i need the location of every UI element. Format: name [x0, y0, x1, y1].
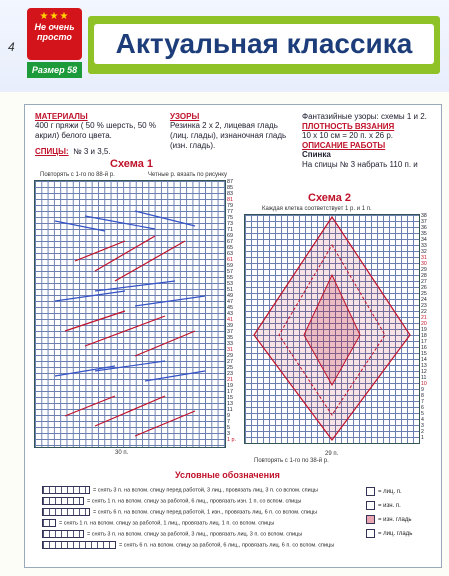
row-number: 3	[227, 431, 230, 437]
scheme2-repeat-note: Повторять с 1-го по 38-й р.	[254, 458, 329, 464]
materials-column	[35, 112, 163, 159]
scheme2-cell-note: Каждая клетка соответствует 1 р. и 1 п.	[262, 206, 372, 212]
row-number: 79	[227, 203, 233, 209]
materials-heading: МАТЕРИАЛЫ	[35, 112, 88, 121]
row-number: 26	[421, 285, 427, 291]
legend-purl: = изн. п.	[366, 501, 401, 510]
cable-symbol-icon	[42, 530, 84, 538]
row-number: 34	[421, 237, 427, 243]
row-number: 27	[421, 279, 427, 285]
scheme2-stitch-count: 29 п.	[325, 451, 339, 457]
row-number: 1	[421, 435, 424, 441]
row-number: 19	[421, 327, 427, 333]
row-number: 65	[227, 245, 233, 251]
row-number: 55	[227, 275, 233, 281]
row-number: 25	[227, 365, 233, 371]
row-number: 13	[227, 401, 233, 407]
row-number: 23	[421, 303, 427, 309]
cable-symbol-icon	[42, 541, 116, 549]
row-number: 59	[227, 263, 233, 269]
row-number: 31	[421, 255, 427, 261]
back-heading: Спинка	[302, 150, 331, 159]
cable-symbol-icon	[42, 497, 84, 505]
row-number: 22	[421, 309, 427, 315]
row-number: 8	[421, 393, 424, 399]
row-number: 39	[227, 323, 233, 329]
legend-stockinette: = лиц. гладь	[366, 529, 412, 538]
row-number: 49	[227, 293, 233, 299]
cable-symbol-icon	[42, 508, 90, 516]
row-number: 3	[421, 423, 424, 429]
row-number: 19	[227, 383, 233, 389]
scheme1-cables	[35, 181, 225, 447]
row-number: 33	[227, 341, 233, 347]
row-number: 11	[227, 407, 233, 413]
row-number: 71	[227, 227, 233, 233]
row-number: 69	[227, 233, 233, 239]
legend-item: = снять 6 п. на вспом. спицу перед работой, 1 изн., провязать лиц. 6 п. со вспом. спицы	[42, 508, 317, 516]
legend-item: = снять 1 п. на вспом. спицу за работой, 1 лиц., провязать лиц. 1 п. со вспом. спицы	[42, 519, 274, 527]
legend-item: = снять 3 п. на вспом. спицу за работой, 3 лиц., провязать лиц. 3 п. со вспом. спицы	[42, 530, 302, 538]
row-number: 21	[421, 315, 427, 321]
page-number: 4	[8, 40, 15, 54]
legend-item: = снять 1 п. на вспом. спицу за работой, 6 лиц., провязать изн. 1 п. со вспом. спицы	[42, 497, 301, 505]
cross-symbol-icon	[366, 515, 375, 524]
row-number: 33	[421, 243, 427, 249]
patterns-text: Резинка 2 х 2, лицевая гладь (лиц. глады), изнаночная гладь (изн. гладь).	[170, 121, 287, 150]
legend-item: = снять 6 п. на вспом. спицу за работой, 6 лиц., провязать лиц. 6 п. со вспом. спицы	[42, 541, 334, 549]
row-number: 6	[421, 405, 424, 411]
row-number: 57	[227, 269, 233, 275]
scheme2-title: Схема 2	[308, 192, 352, 204]
scheme1-stitch-count: 30 п.	[115, 450, 129, 456]
page-title: Актуальная классика	[94, 24, 434, 64]
scheme1-repeat-note: Повторять с 1-го по 88-й р.	[40, 172, 115, 178]
row-number: 61	[227, 257, 233, 263]
row-number: 11	[421, 375, 427, 381]
row-number: 17	[227, 389, 233, 395]
row-number: 87	[227, 179, 233, 185]
scheme1-even-note: Четные р. вязать по рисунку	[148, 172, 227, 178]
row-number: 81	[227, 197, 233, 203]
row-number: 13	[421, 363, 427, 369]
row-number: 83	[227, 191, 233, 197]
row-number: 23	[227, 371, 233, 377]
row-number: 14	[421, 357, 427, 363]
needles-text: № 3 и 3,5.	[73, 147, 111, 156]
row-number: 35	[421, 231, 427, 237]
scheme1-title: Схема 1	[110, 158, 154, 170]
patterns-heading: УЗОРЫ	[170, 112, 200, 121]
row-number: 43	[227, 311, 233, 317]
scheme2-row-numbers	[421, 214, 427, 442]
row-number: 7	[421, 399, 424, 405]
row-number: 28	[421, 273, 427, 279]
legend-reverse-stockinette: = изн. гладь	[366, 515, 411, 524]
materials-text: 400 г пряжи ( 50 % шерсть, 50 % акрил) белого цвета.	[35, 121, 156, 140]
row-number: 30	[421, 261, 427, 267]
row-number: 5	[421, 411, 424, 417]
row-number: 51	[227, 287, 233, 293]
scheme2-diamond-motif	[245, 215, 419, 443]
row-number: 1 р.	[227, 437, 236, 443]
row-number: 12	[421, 369, 427, 375]
row-number: 37	[227, 329, 233, 335]
row-number: 53	[227, 281, 233, 287]
description-column	[302, 112, 432, 170]
row-number: 16	[421, 345, 427, 351]
row-number: 36	[421, 225, 427, 231]
purl-symbol-icon	[366, 501, 375, 510]
legend-title: Условные обозначения	[175, 470, 280, 480]
row-number: 73	[227, 221, 233, 227]
row-number: 24	[421, 297, 427, 303]
row-number: 31	[227, 347, 233, 353]
row-number: 37	[421, 219, 427, 225]
row-number: 17	[421, 339, 427, 345]
row-number: 63	[227, 251, 233, 257]
row-number: 21	[227, 377, 233, 383]
size-label: Размер 58	[27, 62, 82, 78]
scheme1-grid	[34, 180, 226, 448]
row-number: 29	[421, 267, 427, 273]
fancy-patterns-text: Фантазийные узоры: схемы 1 и 2.	[302, 112, 427, 121]
difficulty-badge	[27, 8, 82, 60]
row-number: 15	[227, 395, 233, 401]
knit-symbol-icon	[366, 487, 375, 496]
row-number: 45	[227, 305, 233, 311]
scheme2-grid	[244, 214, 420, 444]
empty-cell-icon	[366, 529, 375, 538]
row-number: 85	[227, 185, 233, 191]
row-number: 15	[421, 351, 427, 357]
row-number: 10	[421, 381, 427, 387]
back-text: На спицы № 3 набрать 110 п. и	[302, 160, 418, 169]
row-number: 38	[421, 213, 427, 219]
row-number: 25	[421, 291, 427, 297]
row-number: 2	[421, 429, 424, 435]
scheme1-row-numbers	[227, 180, 236, 444]
needles-heading: СПИЦЫ:	[35, 147, 69, 156]
row-number: 9	[227, 413, 230, 419]
row-number: 4	[421, 417, 424, 423]
row-number: 18	[421, 333, 427, 339]
row-number: 20	[421, 321, 427, 327]
density-heading: ПЛОТНОСТЬ ВЯЗАНИЯ	[302, 122, 395, 131]
description-heading: ОПИСАНИЕ РАБОТЫ	[302, 141, 386, 150]
patterns-column	[170, 112, 298, 151]
row-number: 47	[227, 299, 233, 305]
row-number: 9	[421, 387, 424, 393]
row-number: 27	[227, 359, 233, 365]
row-number: 67	[227, 239, 233, 245]
cable-symbol-icon	[42, 519, 56, 527]
cable-symbol-icon	[42, 486, 90, 494]
row-number: 32	[421, 249, 427, 255]
stars-icon: ★★★	[39, 11, 70, 22]
legend-knit: = лиц. п.	[366, 487, 402, 496]
row-number: 35	[227, 335, 233, 341]
row-number: 5	[227, 425, 230, 431]
difficulty-text: Не очень просто	[34, 22, 75, 42]
row-number: 41	[227, 317, 233, 323]
legend-item: = снять 3 п. на вспом. спицу перед работой, 3 лиц., провязать лиц. 3 п. со вспом. спицы	[42, 486, 318, 494]
density-text: 10 х 10 см = 20 п. х 26 р.	[302, 131, 393, 140]
row-number: 77	[227, 209, 233, 215]
row-number: 29	[227, 353, 233, 359]
row-number: 7	[227, 419, 230, 425]
row-number: 75	[227, 215, 233, 221]
